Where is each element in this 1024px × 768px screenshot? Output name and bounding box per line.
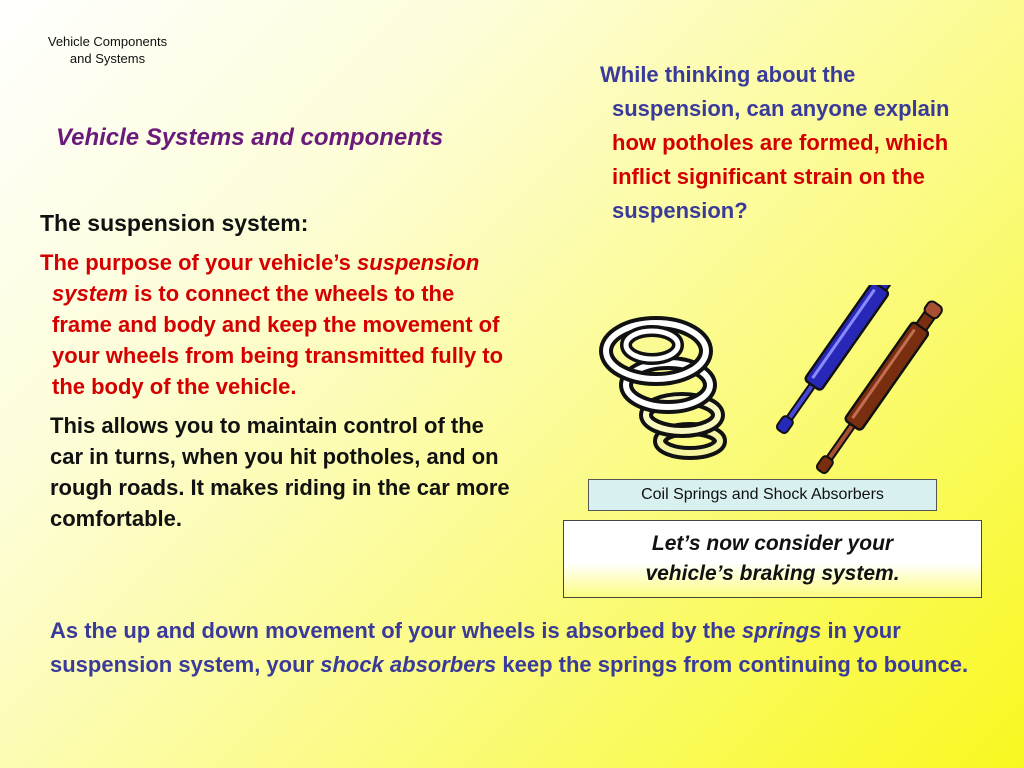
pothole-question (600, 58, 960, 228)
purpose-part1: The purpose of your vehicle’s (40, 250, 358, 275)
braking-prompt-box (563, 520, 982, 598)
corner-title-line2: and Systems (69, 51, 146, 66)
shock-absorber-icon-2 (812, 298, 945, 475)
purpose-paragraph (40, 247, 520, 402)
shock-absorber-paragraph (50, 614, 980, 682)
question-part2: how potholes are formed, which inflict significant strain on the (612, 130, 949, 189)
slide-title: Vehicle Systems and components (56, 124, 444, 151)
braking-line1: Let’s now consider your (651, 532, 894, 555)
purpose-emphasis: suspension system (52, 250, 480, 306)
control-paragraph: This allows you to maintain control of the car in turns, when you hit potholes, and on rough roads. It makes riding in the car more comfortable. (50, 413, 510, 531)
purpose-part2: is to connect the wheels to the frame and body and keep the movement of your wheels from being transmitted fully to the body of the vehicle. (52, 281, 504, 399)
question-part3: suspension? (612, 198, 748, 223)
bottom-part1: As the up and down movement of your wheels is absorbed by the (50, 618, 742, 643)
suspension-text-block (40, 210, 520, 534)
suspension-illustration (590, 285, 950, 475)
corner-title-line1: Vehicle Components (47, 34, 168, 49)
bottom-emph-shocks: shock absorbers (320, 652, 497, 677)
braking-prompt-text (645, 529, 899, 589)
illustration-caption (588, 479, 937, 511)
question-part1: While thinking about the suspension, can anyone explain (600, 62, 950, 121)
bottom-part3: keep the springs from continuing to bounce. (496, 652, 969, 677)
pothole-question-text (600, 58, 960, 228)
caption-text: Coil Springs and Shock Absorbers (641, 486, 884, 503)
bottom-part2: in your suspension system, your (50, 618, 901, 677)
suspension-heading: The suspension system: (40, 210, 309, 236)
coil-spring-icon (606, 323, 720, 453)
corner-title (20, 33, 195, 67)
bottom-emph-springs: springs (741, 618, 822, 643)
braking-line2: vehicle’s braking system. (645, 562, 900, 585)
